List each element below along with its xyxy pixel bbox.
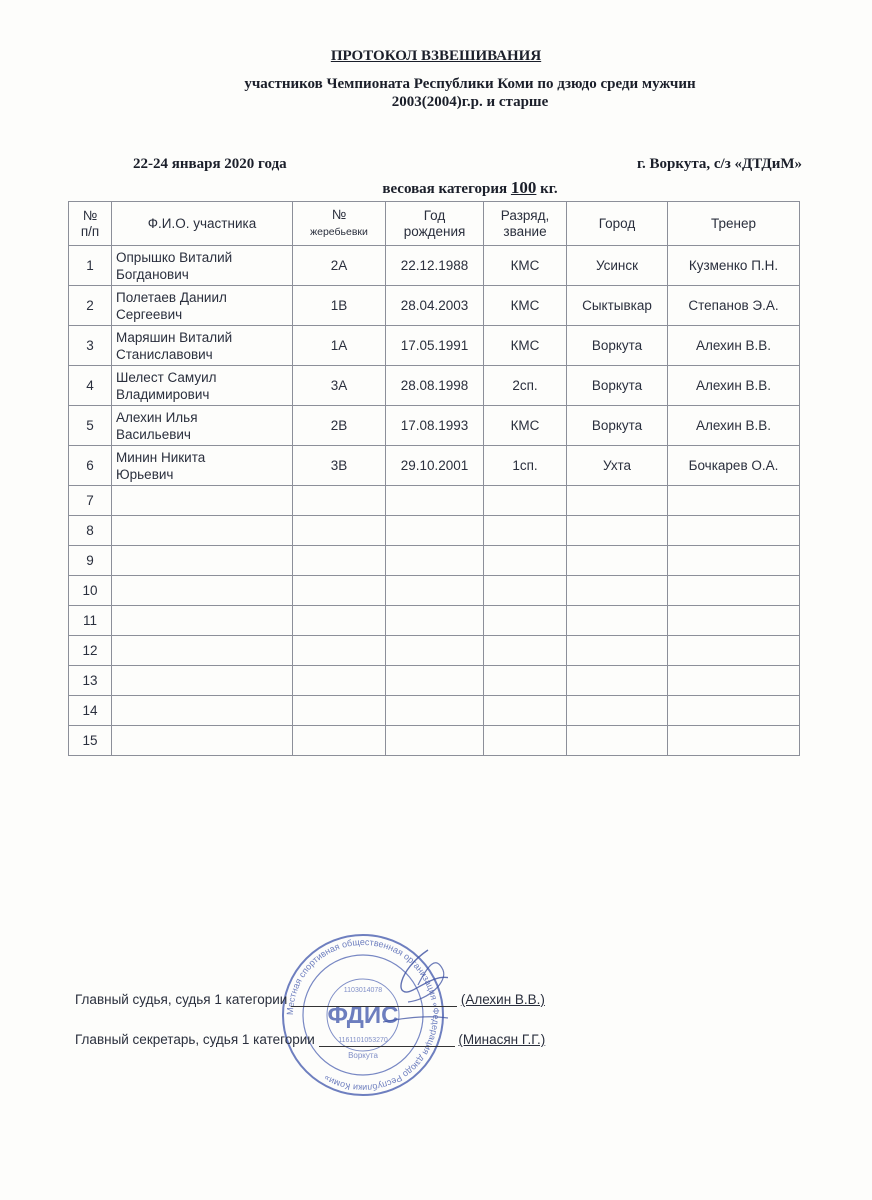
- cell-year: 29.10.2001: [386, 446, 484, 486]
- table-row: [69, 246, 800, 286]
- svg-text:Воркута: Воркута: [348, 1051, 378, 1060]
- table-row-empty: [69, 546, 800, 576]
- table-row-empty: [69, 696, 800, 726]
- col-header-name: Ф.И.О. участника: [112, 202, 293, 246]
- chief-secretary-label: Главный секретарь, судья 1 категории: [75, 1032, 315, 1047]
- cell-number: 12: [69, 636, 112, 666]
- cell-city: Усинск: [567, 246, 668, 286]
- cell-city: Воркута: [567, 406, 668, 446]
- cell-coach: Алехин В.В.: [668, 326, 800, 366]
- document-title: [0, 48, 872, 65]
- svg-text:1161101053270: 1161101053270: [338, 1037, 388, 1044]
- table-row-empty: [69, 666, 800, 696]
- chief-judge-label: Главный судья, судья 1 категории: [75, 992, 288, 1007]
- table-row-empty: [69, 516, 800, 546]
- table-row: [69, 366, 800, 406]
- cell-number: 3: [69, 326, 112, 366]
- event-place: г. Воркута, с/з «ДТДиМ»: [636, 156, 802, 172]
- cell-draw: 3А: [293, 366, 386, 406]
- table-row-empty: [69, 726, 800, 756]
- weight-category-unit: кг.: [540, 181, 558, 197]
- signature-blank: [291, 992, 457, 1007]
- col-header-number: № п/п: [69, 202, 112, 246]
- col-header-draw: № жеребьевки: [293, 202, 386, 246]
- document-title-text: ПРОТОКОЛ ВЗВЕШИВАНИЯ: [330, 48, 542, 64]
- col-header-year: Год рождения: [386, 202, 484, 246]
- cell-rank: КМС: [484, 246, 567, 286]
- cell-rank: 1сп.: [484, 446, 567, 486]
- cell-number: 9: [69, 546, 112, 576]
- event-date: 22-24 января 2020 года: [133, 156, 287, 172]
- chief-judge-signature: [75, 992, 545, 1007]
- col-header-city: Город: [567, 202, 668, 246]
- cell-year: 17.05.1991: [386, 326, 484, 366]
- cell-number: 6: [69, 446, 112, 486]
- cell-number: 5: [69, 406, 112, 446]
- col-header-rank: Разряд, звание: [484, 202, 567, 246]
- chief-secretary-signature: [75, 1032, 545, 1047]
- cell-number: 14: [69, 696, 112, 726]
- cell-name: Минин Никита Юрьевич: [112, 446, 293, 486]
- cell-draw: 1В: [293, 286, 386, 326]
- weight-category-value: 100: [510, 178, 537, 197]
- cell-draw: 3В: [293, 446, 386, 486]
- table-row: [69, 446, 800, 486]
- cell-draw: 1А: [293, 326, 386, 366]
- table-row-empty: [69, 606, 800, 636]
- cell-rank: КМС: [484, 406, 567, 446]
- cell-year: 28.08.1998: [386, 366, 484, 406]
- cell-rank: КМС: [484, 326, 567, 366]
- col-header-coach: Тренер: [668, 202, 800, 246]
- table-header-row: [69, 202, 800, 246]
- svg-text:1103014078: 1103014078: [343, 987, 383, 994]
- cell-number: 11: [69, 606, 112, 636]
- document-subtitle: [0, 75, 872, 111]
- cell-name: Полетаев Даниил Сергеевич: [112, 286, 293, 326]
- cell-name: Опрышко Виталий Богданович: [112, 246, 293, 286]
- table-row: [69, 406, 800, 446]
- subtitle-line-1: участников Чемпионата Республики Коми по дзюдо среди мужчин: [244, 76, 696, 92]
- cell-draw: 2В: [293, 406, 386, 446]
- cell-coach: Степанов Э.А.: [668, 286, 800, 326]
- cell-number: 7: [69, 486, 112, 516]
- cell-number: 15: [69, 726, 112, 756]
- cell-year: 22.12.1988: [386, 246, 484, 286]
- cell-rank: 2сп.: [484, 366, 567, 406]
- cell-year: 17.08.1993: [386, 406, 484, 446]
- cell-number: 10: [69, 576, 112, 606]
- cell-city: Воркута: [567, 326, 668, 366]
- table-row-empty: [69, 636, 800, 666]
- cell-city: Ухта: [567, 446, 668, 486]
- cell-number: 1: [69, 246, 112, 286]
- cell-number: 13: [69, 666, 112, 696]
- cell-name: Шелест Самуил Владимирович: [112, 366, 293, 406]
- official-stamp: [278, 930, 448, 1100]
- cell-name: Алехин Илья Васильевич: [112, 406, 293, 446]
- svg-text:ФДИС: ФДИС: [327, 1002, 399, 1029]
- cell-city: Воркута: [567, 366, 668, 406]
- cell-name: Маряшин Виталий Станиславович: [112, 326, 293, 366]
- cell-year: 28.04.2003: [386, 286, 484, 326]
- svg-text:Местная спортивная общественна: Местная спортивная общественная организация «Федерация дзюдо Республики Коми»: [284, 936, 442, 1094]
- cell-coach: Кузменко П.Н.: [668, 246, 800, 286]
- cell-coach: Алехин В.В.: [668, 406, 800, 446]
- chief-secretary-name: (Минасян Г.Г.): [458, 1032, 546, 1047]
- cell-coach: Алехин В.В.: [668, 366, 800, 406]
- cell-draw: 2А: [293, 246, 386, 286]
- weight-category: [0, 178, 872, 198]
- chief-judge-name: (Алехин В.В.): [460, 992, 545, 1007]
- subtitle-line-2: 2003(2004)г.р. и старше: [391, 94, 549, 110]
- cell-city: Сыктывкар: [567, 286, 668, 326]
- weight-category-label: весовая категория: [382, 181, 508, 197]
- cell-rank: КМС: [484, 286, 567, 326]
- cell-number: 8: [69, 516, 112, 546]
- table-row-empty: [69, 486, 800, 516]
- cell-number: 4: [69, 366, 112, 406]
- signature-blank: [319, 1032, 455, 1047]
- weigh-in-table: [68, 201, 800, 756]
- cell-coach: Бочкарев О.А.: [668, 446, 800, 486]
- table-row: [69, 326, 800, 366]
- table-row: [69, 286, 800, 326]
- cell-number: 2: [69, 286, 112, 326]
- table-row-empty: [69, 576, 800, 606]
